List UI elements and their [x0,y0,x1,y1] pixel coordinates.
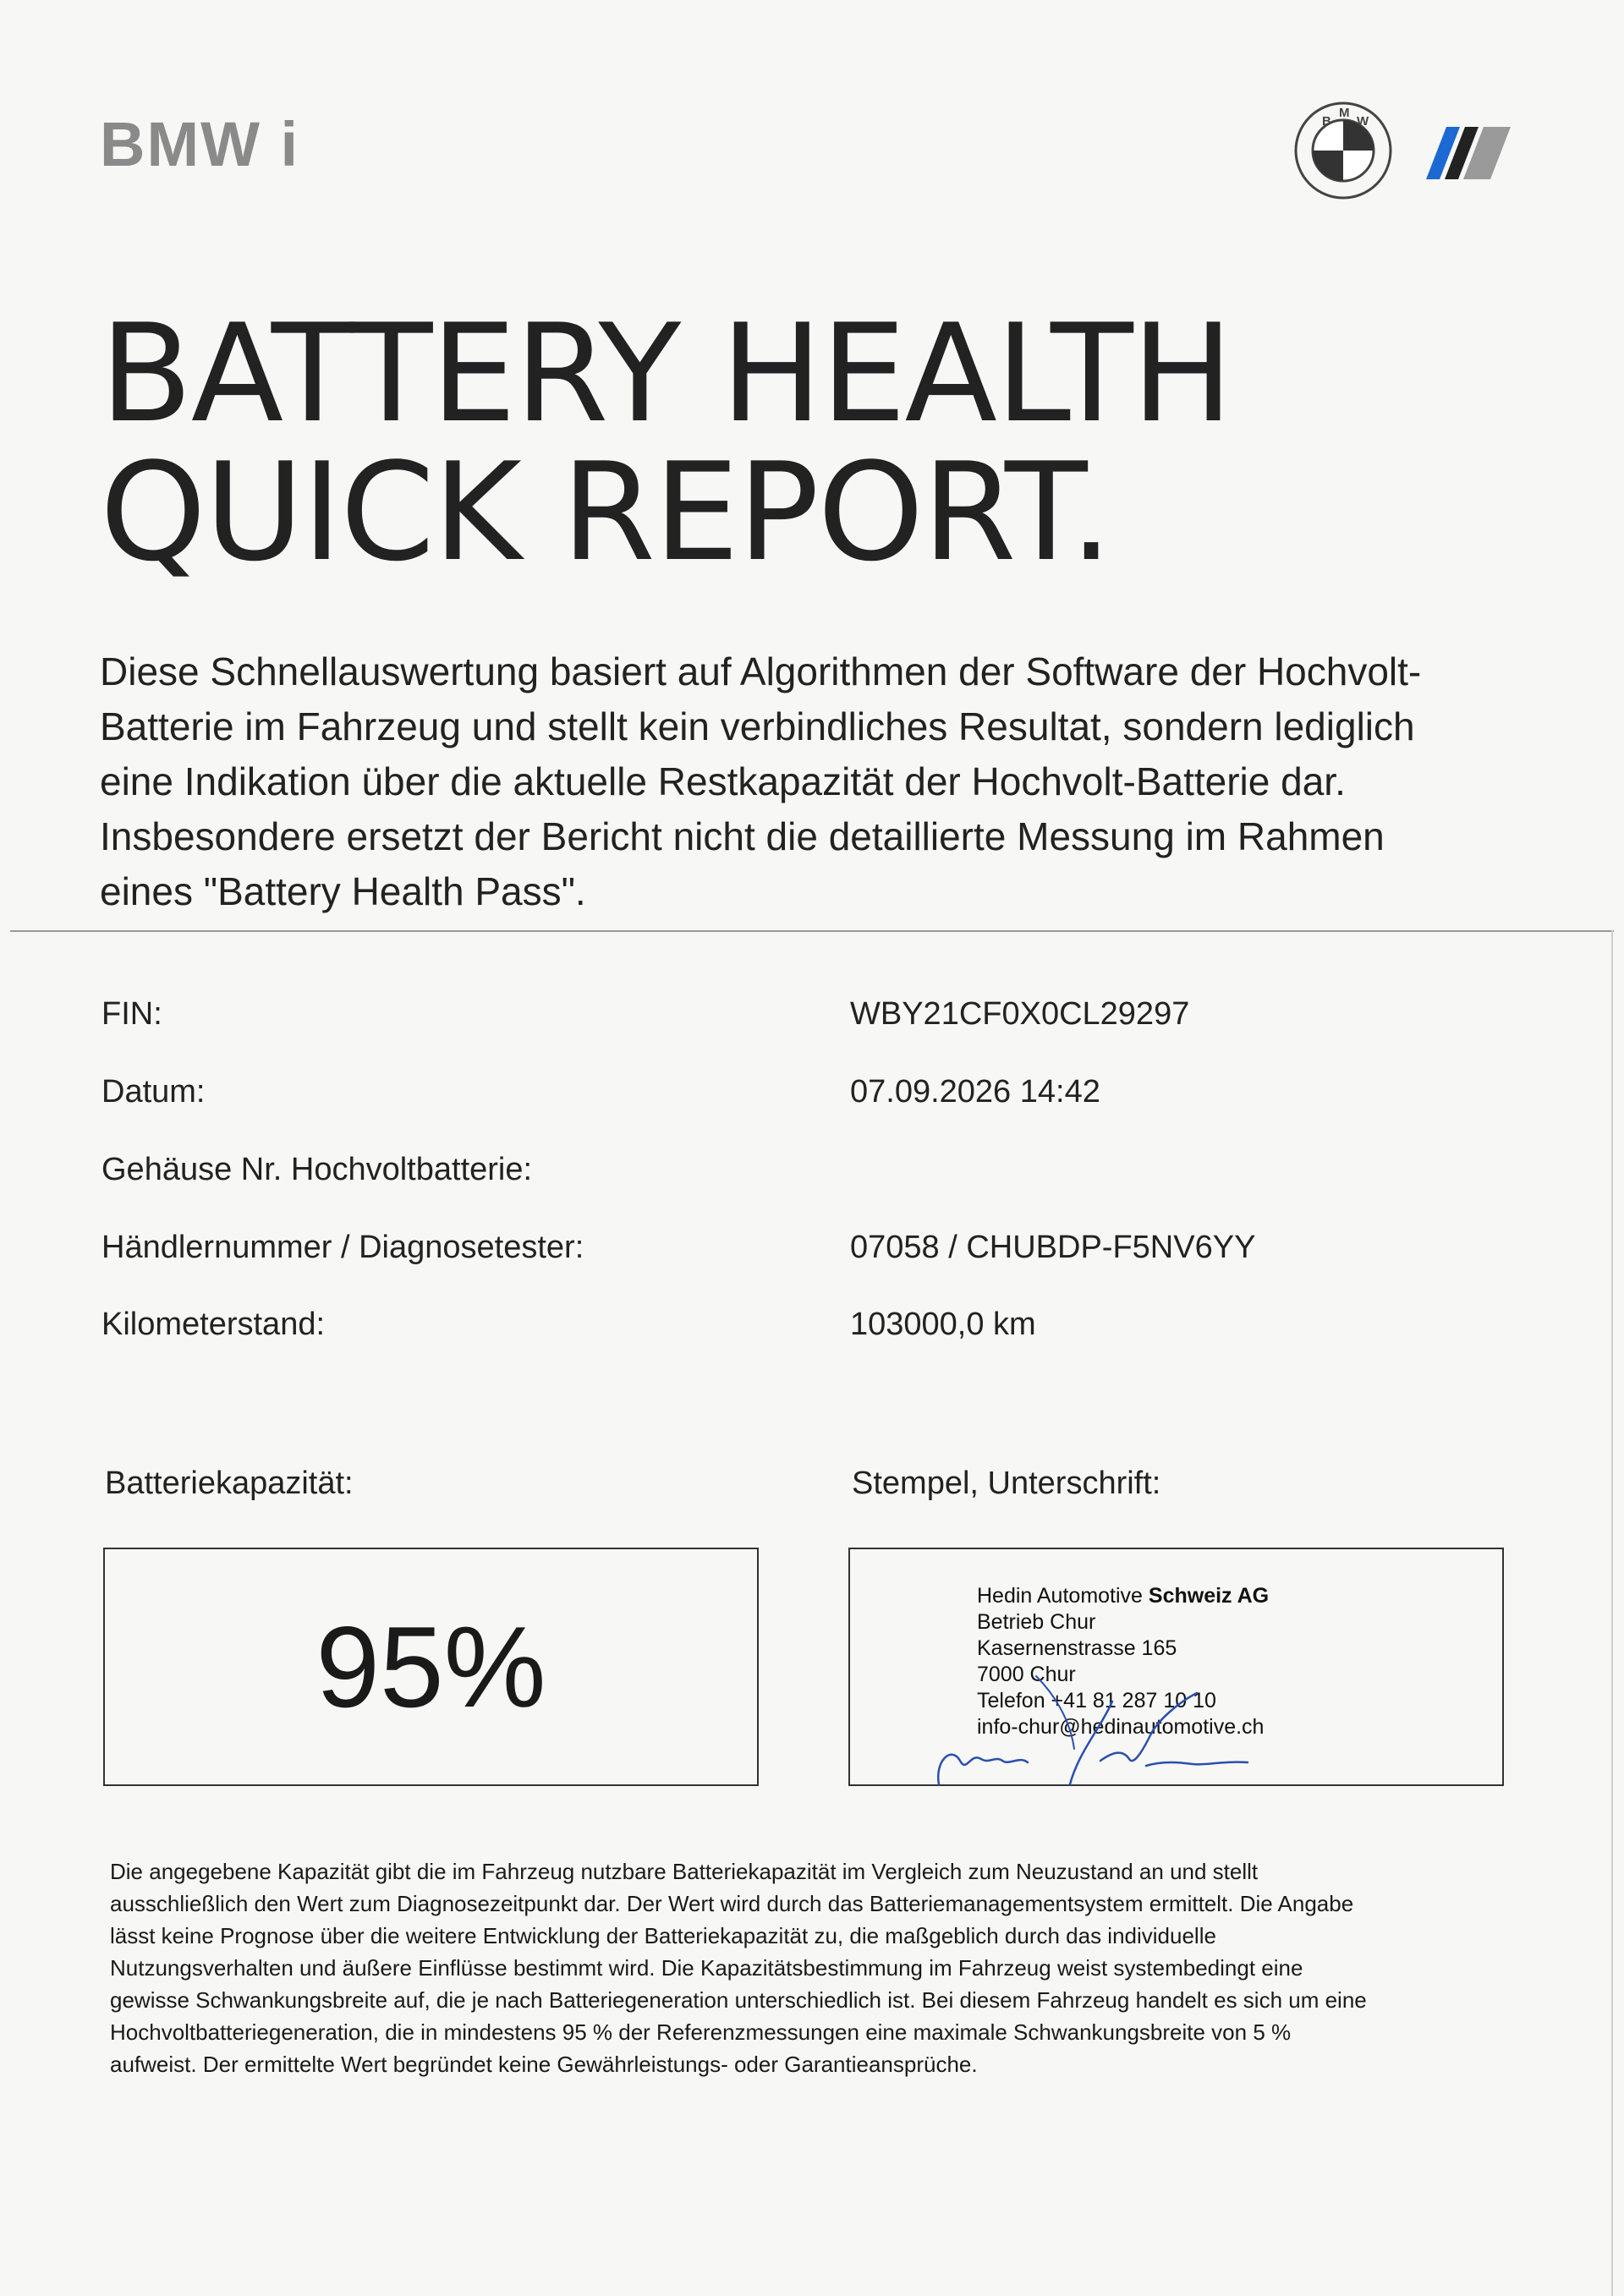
page-edge-line [1611,930,1613,2296]
brand-wordmark: BMW i [100,109,300,179]
intro-line: Batterie im Fahrzeug und stellt kein verbindliches Resultat, sondern lediglich [100,704,1415,748]
capacity-label: Batteriekapazität: [105,1466,354,1501]
battery-housing-label: Gehäuse Nr. Hochvoltbatterie: [102,1152,533,1187]
fin-label: FIN: [102,996,162,1032]
mileage-label: Kilometerstand: [102,1307,326,1342]
disclaimer-line: ausschließlich den Wert zum Diagnosezeitpunkt dar. Der Wert wird durch das Batteriemanagementsystem ermittelt. Die Angabe [110,1891,1354,1916]
disclaimer-text [110,1855,1506,2080]
disclaimer-line: Die angegebene Kapazität gibt die im Fahrzeug nutzbare Batteriekapazität im Vergleich zum Neuzustand an und stellt [110,1859,1259,1884]
report-title [100,294,1232,591]
date-value: 07.09.2026 14:42 [850,1074,1100,1110]
dealer-tester-label: Händlernummer / Diagnosetester: [102,1230,584,1265]
stamp-line: Betrieb Chur [977,1610,1096,1634]
stamp-company: Hedin Automotive Schweiz AG [977,1584,1270,1608]
date-label: Datum: [102,1074,206,1110]
bmw-i-stripes-icon [1421,123,1514,183]
disclaimer-line: lässt keine Prognose über die weitere Entwicklung der Batteriekapazität zu, die maßgeblich durch das individuelle [110,1923,1216,1948]
mileage-value: 103000,0 km [850,1307,1036,1342]
capacity-box [103,1548,759,1786]
stamp-line: info-chur@hedinautomotive.ch [977,1715,1265,1739]
intro-line: Diese Schnellauswertung basiert auf Algorithmen der Software der Hochvolt- [100,649,1422,693]
disclaimer-line: gewisse Schwankungsbreite auf, die je nach Batteriegeneration unterschiedlich ist. Bei diesem Fahrzeug handelt es sich um eine [110,1987,1367,2013]
capacity-value: 95% [315,1603,546,1731]
stamp-box [848,1548,1504,1786]
intro-paragraph [100,644,1487,919]
intro-line: eines "Battery Health Pass". [100,869,586,913]
dealer-tester-value: 07058 / CHUBDP-F5NV6YY [850,1230,1256,1265]
section-divider [10,930,1614,932]
stamp-label: Stempel, Unterschrift: [852,1466,1161,1501]
intro-line: eine Indikation über die aktuelle Restkapazität der Hochvolt-Batterie dar. [100,759,1346,803]
stamp-line: Kasernenstrasse 165 [977,1636,1177,1660]
report-title-line-2: QUICK REPORT. [100,433,1111,591]
disclaimer-line: aufweist. Der ermittelte Wert begründet keine Gewährleistungs- oder Garantieansprüche. [110,2052,978,2077]
report-title-line-1: BATTERY HEALTH [100,294,1232,452]
stamp-line: 7000 Chur [977,1663,1076,1686]
bmw-roundel-icon [1292,100,1394,201]
disclaimer-line: Nutzungsverhalten und äußere Einflüsse bestimmt wird. Die Kapazitätsbestimmung im Fahrzeug weist systembedingt eine [110,1955,1303,1981]
disclaimer-line: Hochvoltbatteriegeneration, die in mindestens 95 % der Referenzmessungen eine maximale Schwankungsbreite von 5 % [110,2019,1292,2045]
svg-text:B: B [1322,114,1331,129]
svg-text:M: M [1339,106,1350,120]
svg-text:W: W [1357,114,1369,129]
fin-value: WBY21CF0X0CL29297 [850,996,1190,1032]
intro-line: Insbesondere ersetzt der Bericht nicht die detaillierte Messung im Rahmen [100,814,1385,858]
handwritten-signature [901,1668,1256,1786]
stamp-line: Telefon +41 81 287 10 10 [977,1689,1216,1712]
